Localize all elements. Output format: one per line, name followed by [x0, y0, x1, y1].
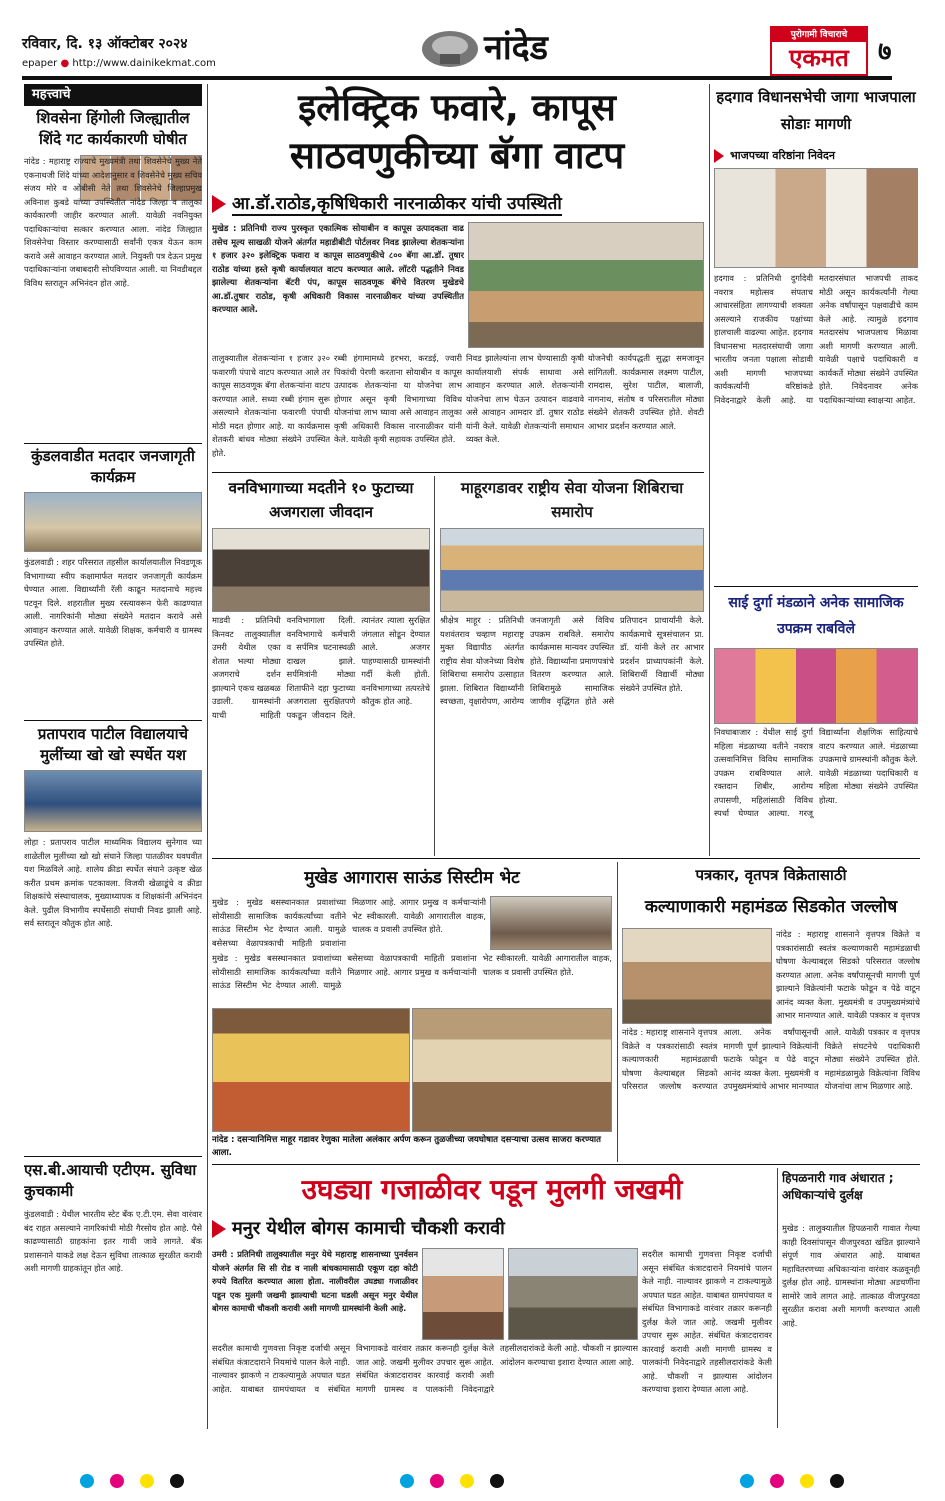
col-divider-left: [207, 84, 208, 1429]
masthead-date: रविवार, दि. १३ ऑक्टोबर २०२४: [22, 36, 188, 52]
sai-durga-photo: [714, 648, 918, 724]
emblem-icon: [420, 28, 480, 70]
sai-durga-title: साई दुर्गा मंडळाने अनेक सामाजिक उपक्रम राबविले: [728, 595, 904, 637]
left-band: महत्त्वाचे: [24, 84, 202, 106]
story-voter-title: कुंडलवाडीत मतदार जनजागृती कार्यक्रम: [31, 447, 195, 486]
main-body-col3: निवड झालेल्यांना लाभ घेण्यासाठी कृषी कार्यालयाशी संपर्क साधावा असे आवाहन करण्यात आले. शेतकऱ्यांनी योजनेचा लाभ घेऊन उत्पादन वाढवावे असे आवाहन आमदार डॉ. तुषार राठोड यांनी केले. यावेळी शेतकऱ्यांनी समाधान व्यक्त केले.: [466, 353, 584, 444]
cyan-mark: [80, 1474, 94, 1488]
left-sep-3: [24, 1156, 202, 1157]
main-subhead-text: आ.डॉ.राठोड,कृषिधिकारी नारनाळीकर यांची उपस्थिती: [232, 194, 562, 214]
python-rescue-photo: [212, 528, 430, 612]
red-arrow-icon: [212, 1220, 226, 1238]
press-celebration-photo: [622, 928, 772, 1024]
main-lead: मुखेड : प्रतिनिधी राज्य पुरस्कृत एकात्मिक सोयाबीन व कापूस उत्पादकता वाढ तसेच मूल्य साखळी योजने अंतर्गत महाडीबीटी पोर्टलवर निवड झालेल्या शेतकऱ्यांना १ हजार ३२० इलेक्ट्रिक फवारा व कापूस साठवणुकीचे ८०० बॅगा आ.डॉ. तुषार राठोड यांच्या हस्ते कृषी कार्यालयात वाटप करण्यात आले. लॉटरी पद्धतीने निवड झालेल्या शेतकऱ्यांना बॅटरी पंप, कापूस साठवणूक बॅगेचे वितरण मुखेडचे आ.डॉ.तुषार राठोड, कृषी अधिकारी विकास नारनाळीकर यांच्या उपस्थितीत करण्यात आले.: [212, 223, 464, 314]
drain-photo: [508, 1248, 638, 1340]
magenta-mark: [110, 1474, 124, 1488]
hadgaon-memo-photo: [714, 168, 918, 268]
hadgaon-sub-text: भाजपच्या वरिष्ठांना निवेदन: [730, 149, 835, 162]
story-khokho-body: लोहा : प्रतापराव पाटील माध्यमिक विद्यालय सुनेगाव च्या शाळेतील मुलींच्या खो खो संघाने जिल्हा पातळीवर घवघवीत यश मिळविले आहे. शालेय क्रीडा स्पर्धेत संघाने उत्कृष्ट खेळ करीत प्रथम क्रमांक पटकावला. विजयी खेळाडूंचे व क्रीडा शिक्षकांचे संस्थाचालक, मुख्याध्यापक व शिक्षकांनी अभिनंदन केले. पुढील विभागीय स्पर्धेसाठी संघाची निवड झाली आहे. सर्व स्तरातून कौतुक होत आहे.: [24, 837, 202, 928]
dussehra-caption: नांदेड : दसऱ्यानिमित्त माहूर गडावर रेणुका मातेला अलंकार अर्पण करून तुळजीच्या जयघोषात दसऱ्याचा उत्सव साजरा करण्यात आला.: [212, 1134, 612, 1162]
cyan-mark: [740, 1474, 754, 1488]
bottom-subhead-text: मनुर येथील बोगस कामाची चौकशी करावी: [232, 1218, 505, 1239]
story-voter-body: कुंडलवाडी : शहर परिसरात तहसील कार्यालयातील निवडणूक विभागाच्या स्वीप कक्षामार्फत मतदार जनजागृती कार्यक्रम घेण्यात आला. विद्यार्थ्यांनी रॅली काढून मतदानाचे महत्त्व पटवून दिले. शहरातील मुख्य रस्त्यावरून फेरी काढण्यात आली. नागरिकांनी मोठ्या संख्येने मतदान करावे असे आवाहन करण्यात आले. यावेळी शिक्षक, कर्मचारी व ग्रामस्थ उपस्थित होते.: [24, 557, 202, 648]
sai-durga-body: निवघाबाजार : येथील साई दुर्गा महिला मंडळाच्या वतीने नवरात्र उत्सवानिमित्त विविध सामाजिक उपक्रम राबविण्यात आले. रक्तदान शिबीर, आरोग्य तपासणी, महिलांसाठी विविध स्पर्धा घेण्यात आल्या. गरजू विद्यार्थ्यांना शैक्षणिक साहित्याचे वाटप करण्यात आले. मंडळाच्या उपक्रमाचे ग्रामस्थांनी कौतुक केले. यावेळी मंडळाच्या पदाधिकारी व महिला मोठ्या संख्येने उपस्थित होत्या.: [714, 727, 918, 818]
print-registration-marks: [0, 1470, 945, 1494]
main-body-col4: योजनेची कार्यपद्धती सुद्धा समजावून सांगितली. कार्यक्रमास लक्ष्मण पाटील, रामदास, सुरेश पाटील, बालाजी, नागनाथ, संतोष व परिसरातील मोठ्या संख्येने शेतकरी उपस्थित होते. शेवटी आभार प्रदर्शन करण्यात आले.: [588, 353, 704, 431]
magenta-mark: [770, 1474, 784, 1488]
globe-icon: ●: [60, 58, 70, 69]
press-title: कल्याणाकारी महामंडळ सिडकोत जल्लोष: [644, 897, 898, 917]
hadgaon-body: हदगाव : प्रतिनिधी दुर्गादेवी नवरात्र महोत्सव संपताच आचारसंहिता लागण्याची शक्यता असल्याने राजकीय पक्षांच्या हालचाली वाढल्या आहेत. हदगाव विधानसभा मतदारसंघाची जागा भारतीय जनता पक्षाला सोडावी अशी मागणी भाजपच्या कार्यकर्त्यांनी वरिष्ठांकडे निवेदनाद्वारे केली आहे. या मतदारसंघात भाजपची ताकद मोठी असून कार्यकर्त्यांनी गेल्या अनेक वर्षांपासून पक्षवाढीचे काम केले आहे. त्यामुळे हदगाव मतदारसंघ भाजपलाच मिळावा अशी मागणी करण्यात आली. यावेळी पक्षाचे पदाधिकारी व कार्यकर्ते मोठ्या संख्येने उपस्थित होते. निवेदनावर अनेक पदाधिकाऱ्यांच्या स्वाक्षऱ्या आहेत.: [714, 273, 918, 405]
yellow-mark: [140, 1474, 154, 1488]
brand-tagline: पुरोगामी विचाराचे: [772, 28, 866, 42]
bottom-sep: [212, 1164, 920, 1165]
forest-body: माडवी : प्रतिनिधी किनवट तालुक्यातील उमरी येथील एका शेतात भल्या मोठ्या अजगराचे दर्शन झाल्याने एकच खळबळ उडाली. ग्रामस्थांनी याची माहिती वनविभागाला दिली. वनविभागाचे कर्मचारी व सर्पमित्र घटनास्थळी दाखल झाले. सर्पमित्रांनी मोठ्या शिताफीने दहा फुटाच्या अजगराला सुरक्षितपणे पकडून जीवदान दिले. त्यानंतर त्याला सुरक्षित जंगलात सोडून देण्यात आले. अजगर पाहण्यासाठी ग्रामस्थांनी गर्दी केली होती. वनविभागाच्या तत्परतेचे कौतुक होत आहे.: [212, 615, 430, 720]
story-atm-title: एस.बी.आयाची एटीएम. सुविधा कुचकामी: [24, 1161, 197, 1200]
story-shivsena-body: नांदेड : महाराष्ट्र राज्याचे मुख्यमंत्री तथा शिवसेनेचे मुख्य नेते एकनाथजी शिंदे यांच्या आदेशानुसार व शिवसेनेचे मुख्य सचिव संजय मोरे व ओबीसी नेते तथा शिवसेनेचे जिल्हाप्रमुख अविनाश कुबडे यांच्या उपस्थितीत नांदेड जिल्हा व तालुका कार्यकारणी जाहीर करण्यात आली. यावेळी नवनियुक्त पदाधिकाऱ्यांचा सत्कार करण्यात आला. नांदेड जिल्ह्यात शिवसेनेचा विस्तार करण्यासाठी सर्वांनी एकत्र येऊन काम करावे असे आवाहन करण्यात आले. नियुक्ती पत्र देऊन प्रमुख पदाधिकाऱ्यांना जबाबदारी सोपविण्यात आली. या निवडीबद्दल विविध स्तरातून अभिनंदन होत आहे.: [24, 156, 202, 288]
col-divider-right: [709, 84, 710, 856]
brand-logo: एकमत: [789, 44, 849, 72]
sound-body: मुखेड : मुखेड बसस्थानकात प्रवाशांच्या सोयीसाठी सामाजिक कार्यकर्त्यांच्या वतीने साऊंड सिस्टीम भेट देण्यात आली. यामुळे बसेसच्या वेळापत्रकाची माहिती प्रवाशांना मिळणार आहे. आगार प्रमुख व कर्मचाऱ्यांनी भेट स्वीकारली. यावेळी आगारातील वाहक, चालक व प्रवासी उपस्थित होते.: [212, 897, 486, 948]
injured-girl-photo: [422, 1248, 504, 1340]
main-headline: इलेक्ट्रिक फवारे, कापूस साठवणुकीच्या बॅगा वाटप: [289, 86, 625, 177]
bottom-subhead: [212, 1214, 772, 1244]
hipalnari-body: मुखेड : तालुक्यातील हिपळनारी गावात गेल्या काही दिवसांपासून वीजपुरवठा खंडित झाल्याने संपूर्ण गाव अंधारात आहे. याबाबत महावितरणच्या अधिकाऱ्यांना वारंवार कळवूनही दुर्लक्ष होत आहे. ग्रामस्थांना मोठ्या अडचणींना सामोरे जावे लागत आहे. तात्काळ वीजपुरवठा सुरळीत करावा अशी मागणी करण्यात आली आहे.: [782, 1223, 920, 1328]
khokho-team-photo: [24, 770, 202, 832]
dussehra-photo-2: [412, 1008, 612, 1132]
story-shivsena-title: शिवसेना हिंगोली जिल्ह्यातील शिंदे गट कार्यकारणी घोषीत: [36, 109, 190, 148]
yellow-mark: [460, 1474, 474, 1488]
voter-rally-photo: [24, 492, 202, 552]
col-divider-bottom: [777, 1168, 778, 1428]
masthead-city: नांदेड: [484, 28, 548, 68]
red-arrow-icon: [714, 149, 724, 163]
website-link[interactable]: http://www.dainikekmat.com: [72, 58, 216, 69]
page-number: ७: [878, 37, 892, 67]
left-sep-1: [24, 443, 202, 444]
bottom-headline: उघड्या गजाळीवर पडून मुलगी जखमी: [301, 1173, 683, 1206]
epaper-label: epaper: [22, 58, 58, 69]
black-mark: [170, 1474, 184, 1488]
black-mark: [490, 1474, 504, 1488]
forest-title: वनविभागाच्या मदतीने १० फुटाच्या अजगराला जीवदान: [228, 479, 414, 521]
right-sep: [714, 586, 918, 587]
dussehra-photo-1: [212, 1008, 410, 1132]
main-body-col2: रब्बी हंगामामध्ये हरभरा, करडई, ज्वारी पिकांची पेरणी करताना सोयाबीन व कापूस उत्पादक शेतकऱ्यांना या योजनेचा लाभ होणार असून कृषी विभागाच्या विविध योजनांचा लाभ घ्यावा असे आवाहन तालुका कृषी अधिकारी विकास नारनाळीकर यांनी केले. यावेळी कृषी सहायक उपस्थित होते.: [334, 353, 462, 444]
nss-body: श्रीक्षेत्र माहूर : प्रतिनिधी यशवंतराव चव्हाण महाराष्ट्र मुक्त विद्यापीठ अंतर्गत राष्ट्रीय सेवा योजनेच्या विशेष शिबिराचा समारोप उत्साहात झाला. शिबिरात विद्यार्थ्यांनी स्वच्छता, वृक्षारोपण, आरोग्य जनजागृती असे विविध उपक्रम राबविले. समारोप कार्यक्रमास मान्यवर उपस्थित होते. विद्यार्थ्यांना प्रमाणपत्रांचे वितरण करण्यात आले. शिबिरामुळे सामाजिक जाणीव वृद्धिंगत होते असे प्रतिपादन प्राचार्यांनी केले. कार्यक्रमाचे सूत्रसंचालन प्रा. डॉ. यांनी केले तर आभार प्रदर्शन प्राध्यापकांनी केले. शिबिरार्थी विद्यार्थी मोठ्या संख्येने उपस्थित होते.: [440, 615, 704, 706]
yellow-mark: [800, 1474, 814, 1488]
main-body-col1: तालुक्यातील शेतकऱ्यांना १ हजार ३२० फवारणी पंपाचे वाटप करण्यात आले तर कापूस साठवणूक बॅगा शेतकऱ्यांना वाटप करण्यात आले. सध्या रब्बी हंगाम सुरू असल्याने शेतकऱ्यांना फवारणी पंपाची मोठी मदत होणार आहे. या कार्यक्रमास शेतकरी बांधव मोठ्या संख्येने उपस्थित होते.: [212, 353, 330, 458]
story-khokho-title: प्रतापराव पाटील विद्यालयाचे मुलींच्या खो खो स्पर्धेत यश: [37, 725, 189, 764]
black-mark: [830, 1474, 844, 1488]
left-sep-2: [24, 720, 202, 721]
story-atm-body: कुंडलवाडी : येथील भारतीय स्टेट बँक ए.टी.एम. सेवा वारंवार बंद राहत असल्याने नागरिकांची मोठी गैरसोय होत आहे. पैसे काढण्यासाठी ग्राहकांना इतर गावी जावे लागते. बँक प्रशासनाने याकडे लक्ष देऊन सुविधा तात्काळ सुरळीत करावी अशी मागणी ग्राहकांतून होत आहे.: [24, 1209, 202, 1273]
press-body-top: नांदेड : महाराष्ट्र शासनाने वृत्तपत्र विक्रेते व पत्रकारांसाठी स्वतंत्र कल्याणकारी महामंडळाची घोषणा केल्याबद्दल सिडको परिसरात जल्लोष करण्यात आला. अनेक वर्षांपासूनची मागणी पूर्ण झाल्याने विक्रेत्यांनी फटाके फोडून व पेढे वाटून आनंद व्यक्त केला. मुख्यमंत्री व उपमुख्यमंत्र्यांचे आभार मानण्यात आले. यावेळी पत्रकार व वृत्तपत्र: [776, 929, 920, 1020]
bottom-body-col: सदरील कामाची गुणवत्ता निकृष्ट दर्जाची असून संबंधित कंत्राटदाराने नियमांचे पालन केले नाही. नाल्यावर झाकणे न टाकल्यामुळे अपघात घडत आहेत. याबाबत ग्रामपंचायत व संबंधित विभागाकडे वारंवार तक्रार करूनही दुर्लक्ष केले जात आहे. जखमी मुलीवर उपचार सुरू आहेत. संबंधित कंत्राटदारावर कारवाई करावी अशी मागणी ग्रामस्थ व पालकांनी निवेदनाद्वारे तहसीलदारांकडे केली आहे. चौकशी न झाल्यास आंदोलन करण्याचा इशारा देण्यात आला आहे.: [642, 1249, 772, 1394]
cyan-mark: [400, 1474, 414, 1488]
main-subhead: [212, 190, 702, 218]
press-body: नांदेड : महाराष्ट्र शासनाने वृत्तपत्र विक्रेते व पत्रकारांसाठी स्वतंत्र कल्याणकारी महामंडळाची घोषणा केल्याबद्दल सिडको परिसरात जल्लोष करण्यात आला. अनेक वर्षांपासूनची मागणी पूर्ण झाल्याने विक्रेत्यांनी फटाके फोडून व पेढे वाटून आनंद व्यक्त केला. मुख्यमंत्री व उपमुख्यमंत्र्यांचे आभार मानण्यात आले. यावेळी पत्रकार व वृत्तपत्र विक्रेते संघटनेचे पदाधिकारी मोठ्या संख्येने उपस्थित होते. महामंडळामुळे विक्रेत्यांना विविध योजनांचा लाभ मिळणार आहे.: [622, 1027, 920, 1091]
press-kicker: पत्रकार, वृतपत्र विक्रेतासाठी: [695, 866, 847, 884]
hadgaon-title: हदगाव विधानसभेची जागा भाजपाला सोडाः मागणी: [716, 88, 916, 133]
red-arrow-icon: [212, 195, 226, 213]
sound-handover-photo: [490, 896, 612, 950]
bottom-body: सदरील कामाची गुणवत्ता निकृष्ट दर्जाची असून संबंधित कंत्राटदाराने नियमांचे पालन केले नाही. नाल्यावर झाकणे न टाकल्यामुळे अपघात घडत आहेत. याबाबत ग्रामपंचायत व संबंधित विभागाकडे वारंवार तक्रार करूनही दुर्लक्ष केले जात आहे. जखमी मुलीवर उपचार सुरू आहेत. संबंधित कंत्राटदारावर कारवाई करावी अशी मागणी ग्रामस्थ व पालकांनी निवेदनाद्वारे तहसीलदारांकडे केली आहे. चौकशी न झाल्यास आंदोलन करण्याचा इशारा देण्यात आला आहे.: [212, 1343, 638, 1394]
col-divider-press: [617, 862, 618, 1162]
magenta-mark: [430, 1474, 444, 1488]
col-divider-forest: [434, 476, 435, 856]
hadgaon-sub: [714, 146, 918, 166]
sound-title: मुखेड आगारास साऊंड सिस्टीम भेट: [304, 868, 520, 888]
mid-sep: [212, 858, 920, 859]
sound-body-more: मुखेड : मुखेड बसस्थानकात प्रवाशांच्या सोयीसाठी सामाजिक कार्यकर्त्यांच्या वतीने साऊंड सिस्टीम भेट देण्यात आली. यामुळे बसेसच्या वेळापत्रकाची माहिती प्रवाशांना मिळणार आहे. आगार प्रमुख व कर्मचाऱ्यांनी भेट स्वीकारली. यावेळी आगारातील वाहक, चालक व प्रवासी उपस्थित होते.: [212, 953, 612, 990]
masthead: [0, 0, 945, 80]
main-sep: [212, 472, 704, 473]
masthead-rule: [22, 76, 892, 80]
masthead-epaper: [22, 58, 216, 69]
hipalnari-title: हिपळनारी गाव अंधारात ; अधिकाऱ्यांचे दुर्लक्ष: [782, 1171, 894, 1202]
brand-block: [770, 26, 868, 76]
nss-camp-photo: [440, 528, 704, 612]
bottom-lead: उमरी : प्रतिनिधी तालुक्यातील मनुर येथे महाराष्ट्र शासनाच्या पुनर्वसन योजने अंतर्गत सि सी रोड व नाली बांधकामासाठी एकूण दहा कोटी रुपये वितरित करण्यात आला होता. नालीवरील उघड्या गजाळीवर पडून एक मुलगी जखमी झाल्याची घटना घडली असून मनुर येथील बोगस कामाची चौकशी करावी अशी मागणी ग्रामस्थांनी केली आहे.: [212, 1249, 418, 1313]
main-distribution-photo: [468, 222, 704, 348]
nss-title: माहूरगडावर राष्ट्रीय सेवा योजना शिबिराचा समारोप: [460, 479, 684, 521]
